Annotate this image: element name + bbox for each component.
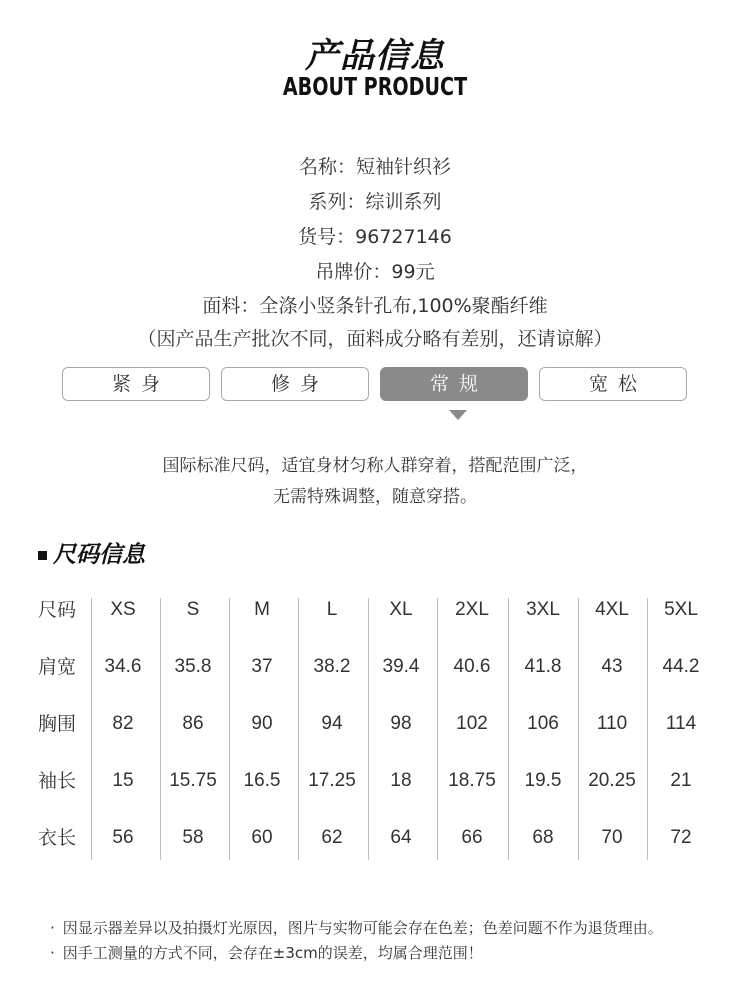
size-table-cell: L <box>326 599 338 620</box>
size-table-cell: 102 <box>456 713 488 734</box>
fit-description-line1: 国际标准尺码，适宜身材匀称人群穿着，搭配范围广泛， <box>162 456 588 476</box>
fit-description-line2: 无需特殊调整，随意穿搭。 <box>273 487 477 507</box>
size-row-label: 胸围 <box>38 713 77 735</box>
product-name: 名称：短袖针织衫 <box>298 156 451 178</box>
footer-note-text: 因显示器差异以及拍摄灯光原因，图片与实物可能会存在色差；色差问题不作为退货理由。 <box>62 919 663 937</box>
footer-note-text: 因手工测量的方式不同，会存在±3cm的误差，均属合理范围！ <box>62 944 483 962</box>
size-table-cell: XS <box>110 599 136 620</box>
size-table-cell: 98 <box>390 713 412 734</box>
size-table-cell: 82 <box>112 713 134 734</box>
column-divider <box>298 598 299 860</box>
size-table-cell: 18.75 <box>448 770 496 791</box>
column-divider <box>647 598 648 860</box>
size-table-cell: 15.75 <box>169 770 217 791</box>
fit-option-loose: 宽松 <box>539 367 687 401</box>
fit-option-tight: 紧身 <box>62 367 210 401</box>
footer-note-2 <box>50 942 483 963</box>
column-divider <box>368 598 369 860</box>
fit-selector <box>62 367 688 401</box>
size-table-cell: 114 <box>665 713 697 734</box>
size-table-cell: 41.8 <box>524 656 562 677</box>
size-table-cell: 60 <box>251 827 273 848</box>
size-table-cell: 43 <box>601 656 623 677</box>
selected-fit-pointer-icon <box>449 410 467 420</box>
size-table-cell: 44.2 <box>662 656 700 677</box>
column-divider <box>229 598 230 860</box>
product-series: 系列：综训系列 <box>308 191 442 213</box>
size-table-cell: S <box>186 599 200 620</box>
column-divider <box>160 598 161 860</box>
size-table-cell: 34.6 <box>104 656 142 677</box>
page-title: 产品信息 <box>305 36 445 76</box>
size-table-cell: 21 <box>670 770 692 791</box>
product-price: 吊牌价：99元 <box>315 261 435 283</box>
size-table-cell: 110 <box>596 713 628 734</box>
size-table-cell: 4XL <box>595 599 629 620</box>
fit-option-slim: 修身 <box>221 367 369 401</box>
size-row-label: 衣长 <box>38 827 77 849</box>
size-table-cell: 58 <box>182 827 204 848</box>
size-table-cell: 68 <box>532 827 554 848</box>
size-table-cell: 106 <box>527 713 559 734</box>
size-table-cell: 86 <box>182 713 204 734</box>
size-row-label: 肩宽 <box>38 656 77 678</box>
size-table-cell: 5XL <box>664 599 698 620</box>
size-table-cell: 2XL <box>455 599 489 620</box>
size-table-cell: 94 <box>321 713 343 734</box>
size-table-cell: 18 <box>390 770 412 791</box>
bullet-icon: · <box>50 944 55 962</box>
size-section-title: 尺码信息 <box>53 542 145 568</box>
size-row-label: 尺码 <box>38 599 77 621</box>
footer-note-1 <box>50 917 663 938</box>
column-divider <box>91 598 92 860</box>
size-table-cell: 70 <box>601 827 623 848</box>
size-table-cell: 37 <box>251 656 273 677</box>
size-table-cell: XL <box>389 599 413 620</box>
fit-option-regular: 常规 <box>380 367 528 401</box>
size-table-cell: 40.6 <box>453 656 491 677</box>
size-table-cell: 56 <box>112 827 134 848</box>
size-table-cell: 39.4 <box>382 656 420 677</box>
bullet-icon: · <box>50 919 55 937</box>
size-table-cell: 66 <box>461 827 483 848</box>
size-table-cell: 72 <box>670 827 692 848</box>
size-table-cell: 20.25 <box>588 770 636 791</box>
column-divider <box>578 598 579 860</box>
column-divider <box>437 598 438 860</box>
size-row-label: 袖长 <box>38 770 77 792</box>
size-table-cell: 16.5 <box>243 770 281 791</box>
size-table-cell: 62 <box>321 827 343 848</box>
size-table-cell: 3XL <box>526 599 560 620</box>
size-table-cell: M <box>254 599 270 620</box>
size-section-heading <box>38 536 145 569</box>
size-table-cell: 17.25 <box>308 770 356 791</box>
fabric-disclaimer: （因产品生产批次不同，面料成分略有差别，还请谅解） <box>137 328 613 350</box>
page-subtitle: ABOUT PRODUCT <box>282 72 468 101</box>
size-table-cell: 19.5 <box>524 770 562 791</box>
size-table-cell: 90 <box>251 713 273 734</box>
square-bullet-icon <box>38 551 47 560</box>
size-table-cell: 35.8 <box>174 656 212 677</box>
product-fabric: 面料：全涤小竖条针孔布,100%聚酯纤维 <box>202 295 548 317</box>
size-table-cell: 64 <box>390 827 412 848</box>
column-divider <box>508 598 509 860</box>
size-table-cell: 15 <box>112 770 134 791</box>
size-table-cell: 38.2 <box>313 656 351 677</box>
product-item-number: 货号：96727146 <box>298 226 452 248</box>
